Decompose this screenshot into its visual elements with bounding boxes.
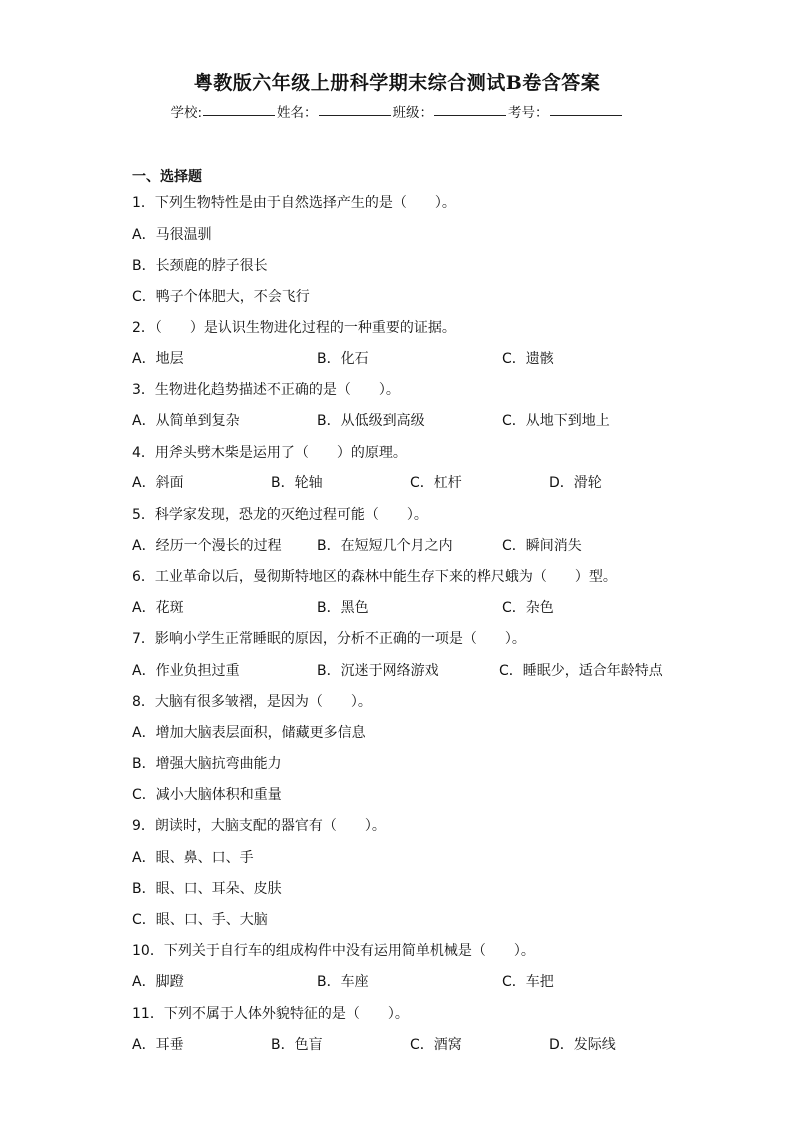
option[interactable]: A．眼、鼻、口、手 xyxy=(132,850,254,866)
option[interactable]: A．马很温驯 xyxy=(132,227,212,243)
option[interactable]: B．黑色 xyxy=(317,600,369,616)
option[interactable]: C．杂色 xyxy=(502,600,554,616)
question-9: 9．朗读时，大脑支配的器官有（ ）。 xyxy=(132,818,386,834)
option[interactable]: C．遗骸 xyxy=(502,351,554,367)
option[interactable]: B．色盲 xyxy=(271,1037,323,1053)
school-label: 学校: xyxy=(170,105,203,121)
option[interactable]: A．作业负担过重 xyxy=(132,663,240,679)
option[interactable]: A．耳垂 xyxy=(132,1037,184,1053)
section-heading: 一、选择题 xyxy=(132,169,202,185)
question-6: 6．工业革命以后，曼彻斯特地区的森林中能生存下来的桦尺蛾为（ ）型。 xyxy=(132,569,617,585)
option[interactable]: C．车把 xyxy=(502,974,554,990)
name-label: 姓名： xyxy=(277,105,318,121)
option[interactable]: D．发际线 xyxy=(549,1037,616,1053)
option[interactable]: C．睡眠少，适合年龄特点 xyxy=(499,663,663,679)
option[interactable]: B．化石 xyxy=(317,351,369,367)
question-1: 1．下列生物特性是由于自然选择产生的是（ ）。 xyxy=(132,195,456,211)
option[interactable]: A．地层 xyxy=(132,351,184,367)
student-info-line xyxy=(0,101,794,121)
exam-no-blank[interactable] xyxy=(550,101,622,116)
option[interactable]: A．花斑 xyxy=(132,600,184,616)
exam-no-label: 考号： xyxy=(508,105,549,121)
question-4: 4．用斧头劈木柴是运用了（ ）的原理。 xyxy=(132,445,407,461)
option[interactable]: C．减小大脑体积和重量 xyxy=(132,787,282,803)
option[interactable]: C．杠杆 xyxy=(410,475,462,491)
option[interactable]: B．沉迷于网络游戏 xyxy=(317,663,439,679)
question-7: 7．影响小学生正常睡眠的原因，分析不正确的一项是（ ）。 xyxy=(132,631,526,647)
question-10: 10．下列关于自行车的组成构件中没有运用简单机械是（ ）。 xyxy=(132,943,535,959)
option[interactable]: C．从地下到地上 xyxy=(502,413,610,429)
option[interactable]: C．酒窝 xyxy=(410,1037,462,1053)
option[interactable]: C．瞬间消失 xyxy=(502,538,582,554)
question-8: 8．大脑有很多皱褶，是因为（ ）。 xyxy=(132,694,372,710)
option[interactable]: B．在短短几个月之内 xyxy=(317,538,453,554)
option[interactable]: A．增加大脑表层面积，储藏更多信息 xyxy=(132,725,366,741)
option[interactable]: A．从简单到复杂 xyxy=(132,413,240,429)
option[interactable]: A．脚蹬 xyxy=(132,974,184,990)
question-2: 2．（ ）是认识生物进化过程的一种重要的证据。 xyxy=(132,320,456,336)
option[interactable]: B．长颈鹿的脖子很长 xyxy=(132,258,268,274)
question-11: 11．下列不属于人体外貌特征的是（ ）。 xyxy=(132,1006,409,1022)
question-5: 5．科学家发现，恐龙的灭绝过程可能（ ）。 xyxy=(132,507,428,523)
option[interactable]: B．眼、口、耳朵、皮肤 xyxy=(132,881,282,897)
class-label: 班级： xyxy=(392,105,434,121)
option[interactable]: B．轮轴 xyxy=(271,475,323,491)
option[interactable]: B．增强大脑抗弯曲能力 xyxy=(132,756,282,772)
option[interactable]: A．经历一个漫长的过程 xyxy=(132,538,282,554)
option[interactable]: D．滑轮 xyxy=(549,475,602,491)
question-3: 3．生物进化趋势描述不正确的是（ ）。 xyxy=(132,382,400,398)
name-blank[interactable] xyxy=(319,101,391,116)
option[interactable]: B．车座 xyxy=(317,974,369,990)
class-blank[interactable] xyxy=(434,101,506,116)
option[interactable]: A．斜面 xyxy=(132,475,184,491)
option[interactable]: C．眼、口、手、大脑 xyxy=(132,912,268,928)
school-blank[interactable] xyxy=(203,101,275,116)
option[interactable]: C．鸭子个体肥大，不会飞行 xyxy=(132,289,310,305)
option[interactable]: B．从低级到高级 xyxy=(317,413,425,429)
page-title: 粤教版六年级上册科学期末综合测试B卷含答案 xyxy=(193,72,601,94)
